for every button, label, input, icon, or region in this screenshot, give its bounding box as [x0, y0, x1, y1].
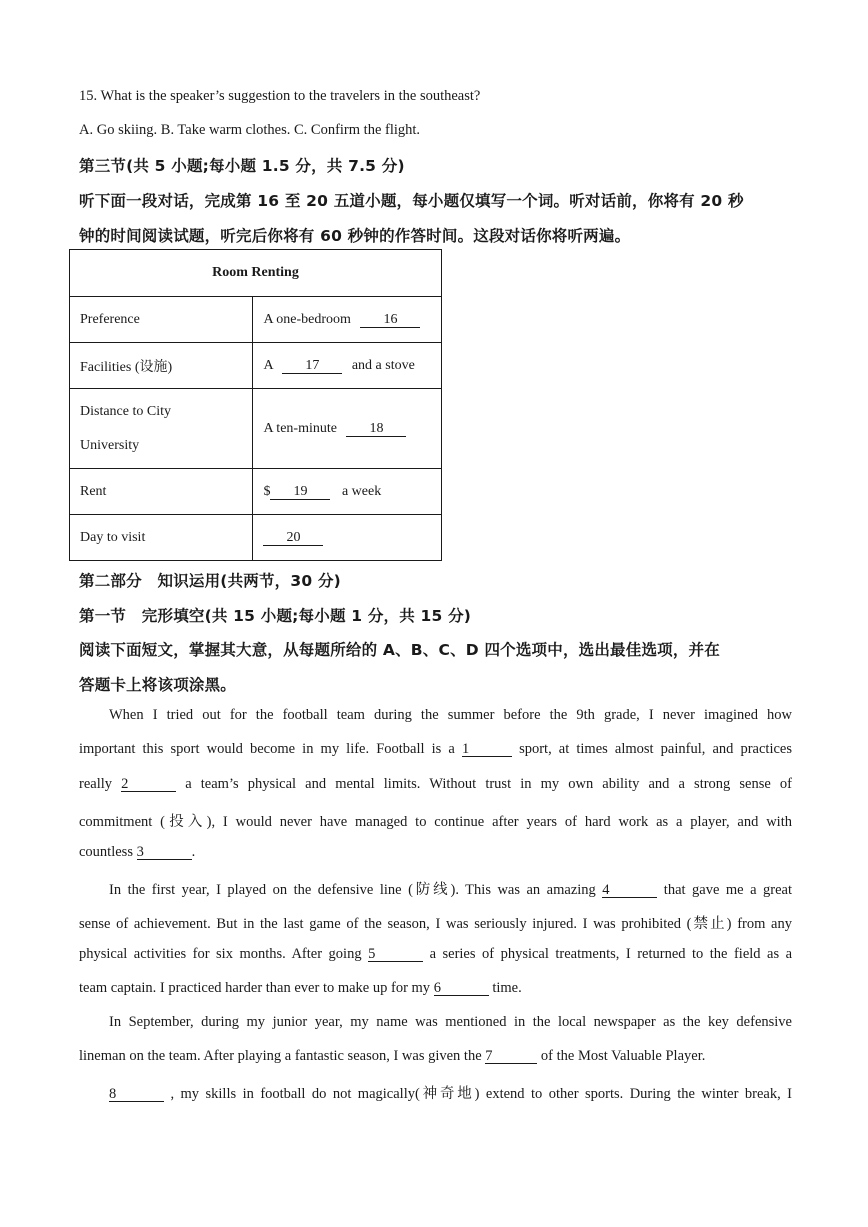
table-row-value	[253, 389, 442, 469]
passage-line: In September, during my junior year, my name was mentioned in the local newspaper as the key defensive	[109, 1014, 792, 1030]
blank-8[interactable]: 8	[109, 1087, 164, 1102]
value-text: and a stove	[351, 357, 415, 373]
passage-line	[79, 878, 792, 899]
cloze-section-heading: 第一节 完形填空(共 15 小题;每小题 1 分，共 15 分)	[79, 607, 472, 625]
passage-text: lineman on the team. After playing a fantastic season, I was given the	[79, 1048, 482, 1064]
table-title: Room Renting	[70, 250, 442, 297]
blank-6[interactable]: 6	[434, 981, 489, 996]
section-3-instructions-line-1: 听下面一段对话，完成第 16 至 20 五道小题，每小题仅填写一个词。听对话前，你将有 20 秒	[79, 192, 744, 210]
table-row-value	[253, 297, 442, 343]
table-row-label: Facilities (设施)	[70, 343, 253, 389]
table-row	[70, 389, 442, 469]
passage-text: sport, at times almost painful, and practices	[519, 741, 792, 757]
blank-17[interactable]: 17	[282, 359, 342, 374]
table-row-value	[253, 515, 442, 561]
passage-text: .	[191, 844, 196, 860]
table-row-value	[253, 343, 442, 389]
passage-line	[79, 980, 792, 997]
passage-text: of the Most Valuable Player.	[540, 1048, 706, 1064]
cloze-instructions-line-2: 答题卡上将该项涂黑。	[79, 676, 237, 694]
table-row-label: Rent	[70, 469, 253, 515]
passage-line	[79, 1048, 792, 1065]
passage-line: When I tried out for the football team during the summer before the 9th grade, I never imagined how	[109, 707, 792, 723]
table-row-label: Preference	[70, 297, 253, 343]
cloze-instructions-line-1: 阅读下面短文，掌握其大意，从每题所给的 A、B、C、D 四个选项中，选出最佳选项，并在	[79, 641, 720, 659]
room-renting-table	[69, 249, 442, 561]
passage-text: In the first year, I played on the defensive line (防线). This was an amazing	[109, 882, 596, 898]
passage-line	[79, 844, 792, 861]
blank-7[interactable]: 7	[485, 1049, 537, 1064]
value-text: A ten-minute	[263, 420, 337, 436]
question-15-text: 15. What is the speaker’s suggestion to the travelers in the southeast?	[79, 88, 481, 104]
passage-line	[79, 1082, 792, 1103]
section-3-heading: 第三节(共 5 小题;每小题 1.5 分，共 7.5 分)	[79, 157, 405, 175]
passage-text: physical activities for six months. After going	[79, 946, 362, 962]
blank-1[interactable]: 1	[462, 742, 512, 757]
blank-3[interactable]: 3	[137, 845, 192, 860]
label-line-2: University	[80, 437, 140, 453]
passage-line	[79, 776, 792, 793]
passage-text: really	[79, 776, 113, 792]
passage-line	[79, 741, 792, 758]
question-15-options: A. Go skiing. B. Take warm clothes. C. Confirm the flight.	[79, 122, 421, 138]
passage-line	[79, 946, 792, 963]
table-row	[70, 469, 442, 515]
passage-text: a series of physical treatments, I returned to the field as a	[429, 946, 793, 962]
passage-line: commitment (投入), I would never have managed to continue after years of hard work as a player, and with	[79, 814, 792, 830]
value-text: A one-bedroom	[263, 311, 351, 327]
passage-text: time.	[492, 980, 522, 996]
label-line-1: Distance to City	[80, 403, 171, 419]
part-2-heading: 第二部分 知识运用(共两节，30 分)	[79, 572, 341, 590]
blank-20[interactable]: 20	[263, 531, 323, 546]
passage-line: sense of achievement. But in the last game of the season, I was seriously injured. I was prohibited (禁止) from any	[79, 916, 792, 932]
value-text: a week	[341, 483, 382, 499]
passage-text: countless	[79, 844, 133, 860]
blank-18[interactable]: 18	[346, 422, 406, 437]
table-row-label	[70, 389, 253, 469]
table-row	[70, 297, 442, 343]
table-row-label: Day to visit	[70, 515, 253, 561]
blank-2[interactable]: 2	[121, 777, 176, 792]
passage-text: that gave me a great	[663, 882, 793, 898]
table-row	[70, 343, 442, 389]
blank-19[interactable]: 19	[270, 485, 330, 500]
passage-text: team captain. I practiced harder than ever to make up for my	[79, 980, 431, 996]
value-text: A	[263, 357, 273, 373]
table-row-value	[253, 469, 442, 515]
passage-text: important this sport would become in my life. Football is a	[79, 741, 455, 757]
passage-text: , my skills in football do not magically(神奇地) extend to other sports. During the winter break, I	[170, 1086, 792, 1102]
blank-5[interactable]: 5	[368, 947, 423, 962]
section-3-instructions-line-2: 钟的时间阅读试题，听完后你将有 60 秒钟的作答时间。这段对话你将听两遍。	[79, 227, 631, 245]
passage-text: a team’s physical and mental limits. Without trust in my own ability and a strong sense of	[185, 776, 792, 792]
blank-4[interactable]: 4	[602, 883, 657, 898]
table-row	[70, 515, 442, 561]
value-text: $	[263, 483, 271, 499]
blank-16[interactable]: 16	[360, 313, 420, 328]
